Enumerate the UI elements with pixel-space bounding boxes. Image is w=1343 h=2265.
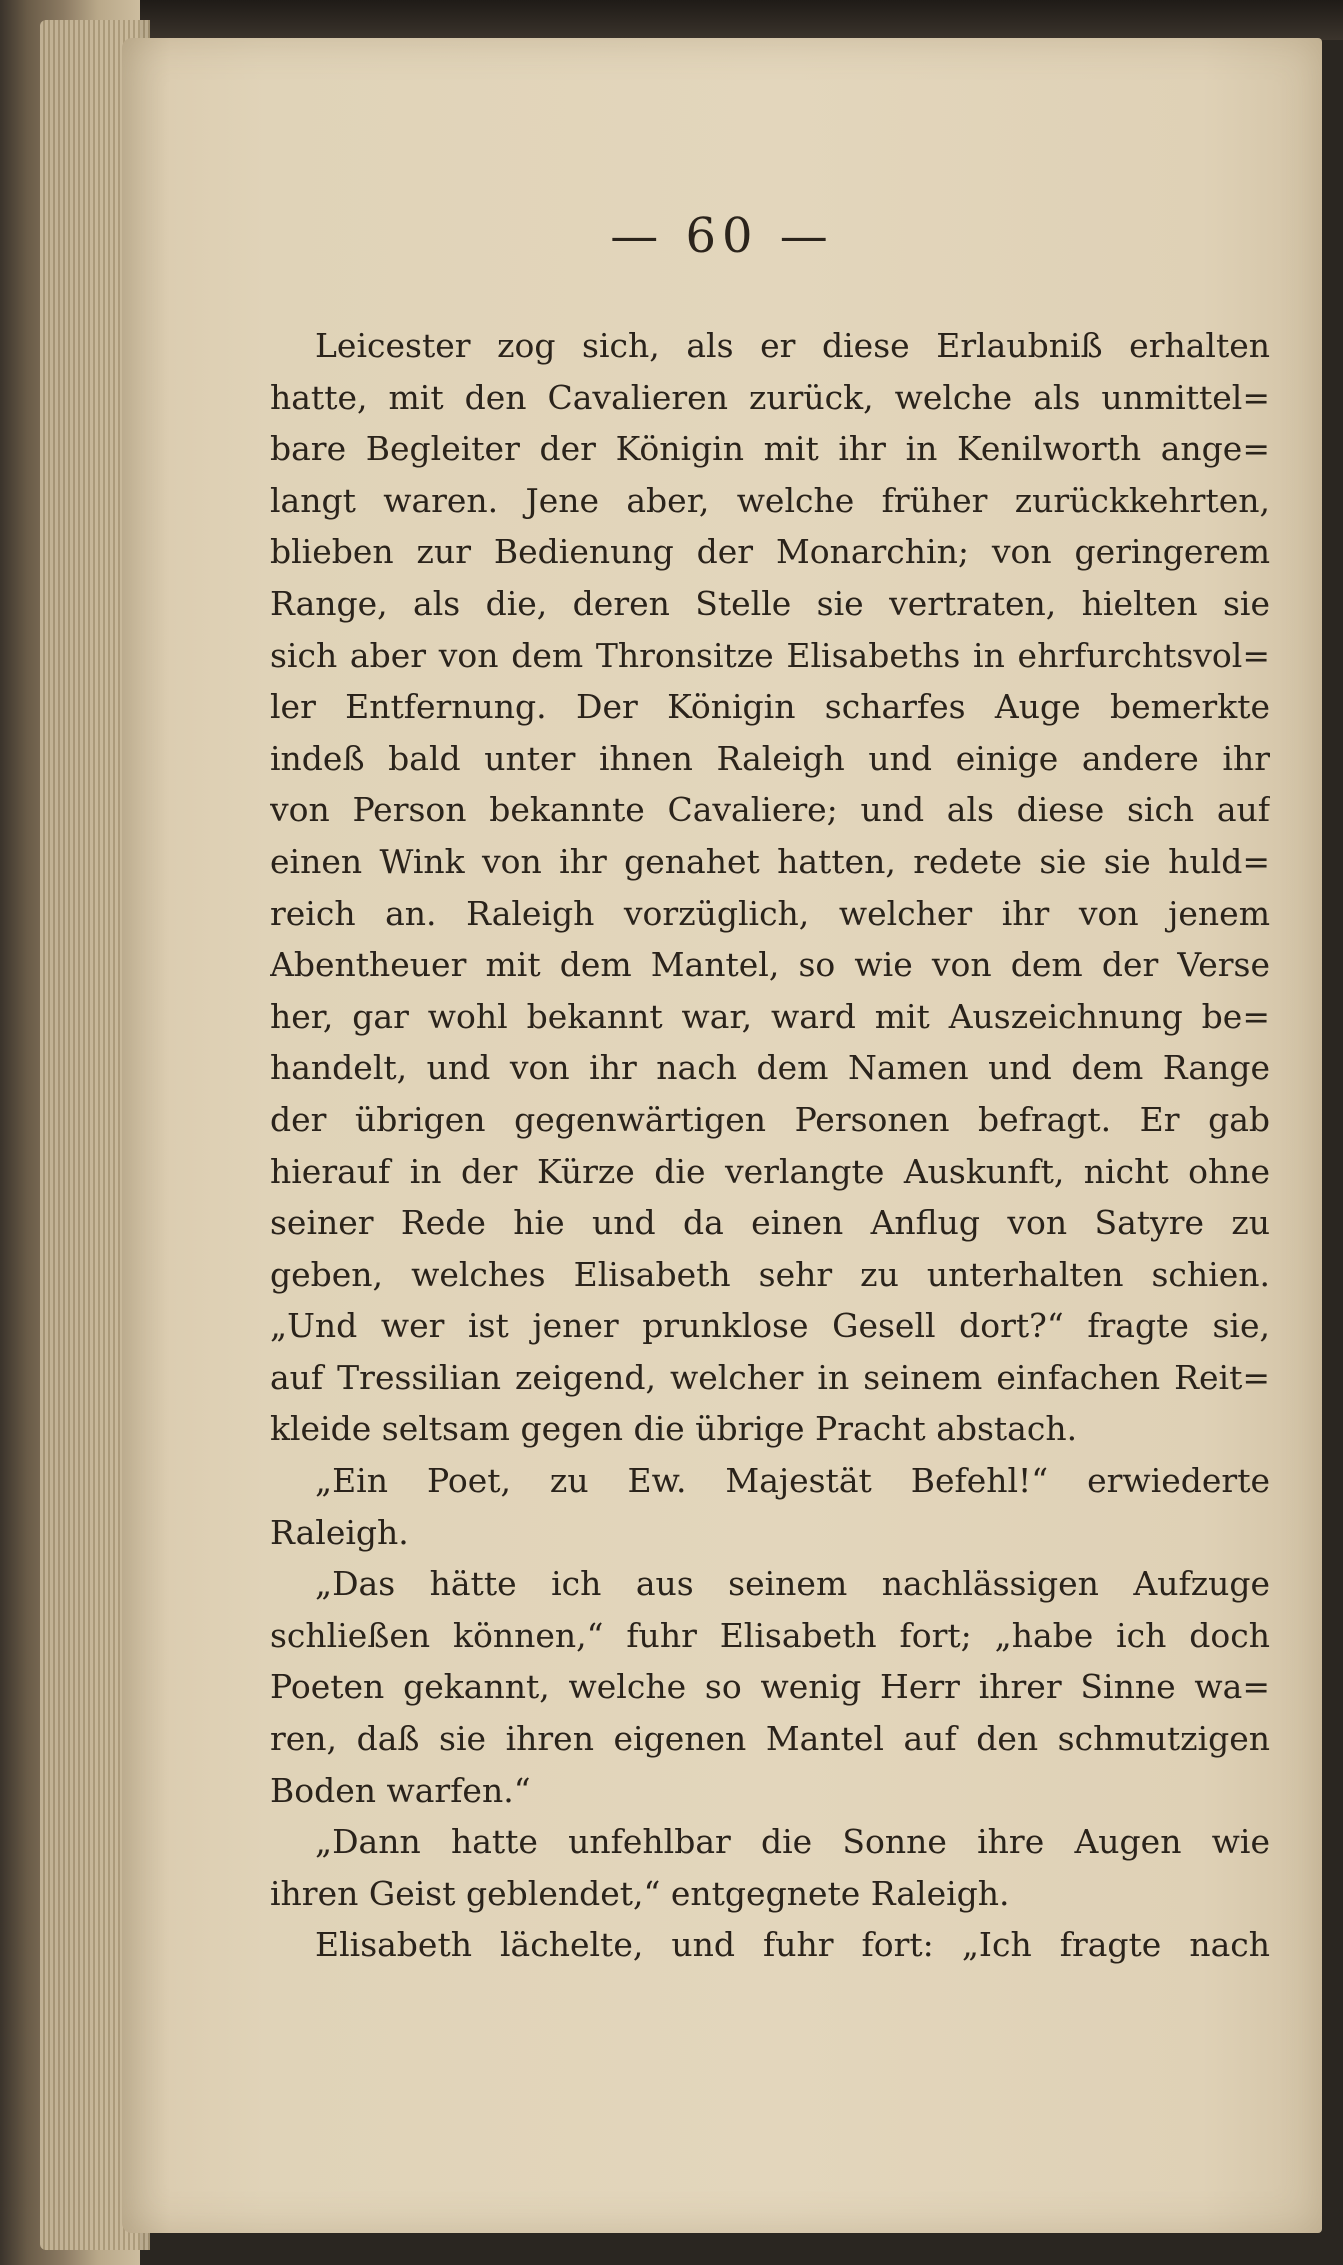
text-line: sich aber von dem Thronsitze Elisabeths in ehrfurchtsvol=	[270, 635, 1270, 675]
text-line: blieben zur Bedienung der Monarchin; von geringerem	[270, 532, 1270, 572]
text-line: „Ein Poet, zu Ew. Majestät Befehl!“ erwiederte	[315, 1461, 1270, 1501]
text-line: Abentheuer mit dem Mantel, so wie von dem der Verse	[270, 945, 1270, 985]
page-number: — 60 —	[610, 208, 834, 264]
text-line: kleide seltsam gegen die übrige Pracht abstach.	[270, 1409, 1078, 1449]
body-text	[270, 320, 1270, 1971]
text-line: Poeten gekannt, welche so wenig Herr ihrer Sinne wa=	[270, 1667, 1270, 1707]
text-line: her, gar wohl bekannt war, ward mit Auszeichnung be=	[270, 996, 1270, 1036]
text-line: von Person bekannte Cavaliere; und als diese sich auf	[270, 790, 1270, 830]
text-line: ihren Geist geblendet,“ entgegnete Raleigh.	[270, 1873, 1010, 1913]
text-line: „Dann hatte unfehlbar die Sonne ihre Augen wie	[315, 1822, 1270, 1862]
text-line: Range, als die, deren Stelle sie vertraten, hielten sie	[270, 583, 1270, 623]
text-line: geben, welches Elisabeth sehr zu unterhalten schien.	[270, 1254, 1270, 1294]
text-line: Boden warfen.“	[270, 1770, 531, 1810]
text-line: hatte, mit den Cavalieren zurück, welche als unmittel=	[270, 377, 1270, 417]
text-line: ler Entfernung. Der Königin scharfes Auge bemerkte	[270, 687, 1270, 727]
text-line: reich an. Raleigh vorzüglich, welcher ihr von jenem	[270, 893, 1270, 933]
text-line: einen Wink von ihr genahet hatten, redete sie sie huld=	[270, 841, 1270, 881]
text-line: Elisabeth lächelte, und fuhr fort: „Ich fragte nach	[315, 1925, 1270, 1965]
text-line: ren, daß sie ihren eigenen Mantel auf den schmutzigen	[270, 1719, 1270, 1759]
text-line: indeß bald unter ihnen Raleigh und einige andere ihr	[270, 738, 1270, 778]
book-top-edge	[0, 0, 1343, 40]
text-line: seiner Rede hie und da einen Anflug von Satyre zu	[270, 1203, 1270, 1243]
book-page	[122, 38, 1322, 2233]
text-line: Raleigh.	[270, 1512, 409, 1552]
text-line: hierauf in der Kürze die verlangte Auskunft, nicht ohne	[270, 1151, 1270, 1191]
text-line: Leicester zog sich, als er diese Erlaubniß erhalten	[315, 326, 1270, 365]
text-line: „Und wer ist jener prunklose Gesell dort?“ fragte sie,	[270, 1306, 1270, 1346]
text-line: bare Begleiter der Königin mit ihr in Kenilworth ange=	[270, 429, 1270, 469]
text-line: schließen können,“ fuhr Elisabeth fort; „habe ich doch	[270, 1615, 1270, 1655]
text-line: „Das hätte ich aus seinem nachlässigen Aufzuge	[315, 1564, 1270, 1604]
text-line: der übrigen gegenwärtigen Personen befragt. Er gab	[270, 1099, 1270, 1139]
text-line: auf Tressilian zeigend, welcher in seinem einfachen Reit=	[270, 1357, 1270, 1397]
text-line: handelt, und von ihr nach dem Namen und dem Range	[270, 1048, 1270, 1088]
text-line: langt waren. Jene aber, welche früher zurückkehrten,	[270, 480, 1270, 520]
